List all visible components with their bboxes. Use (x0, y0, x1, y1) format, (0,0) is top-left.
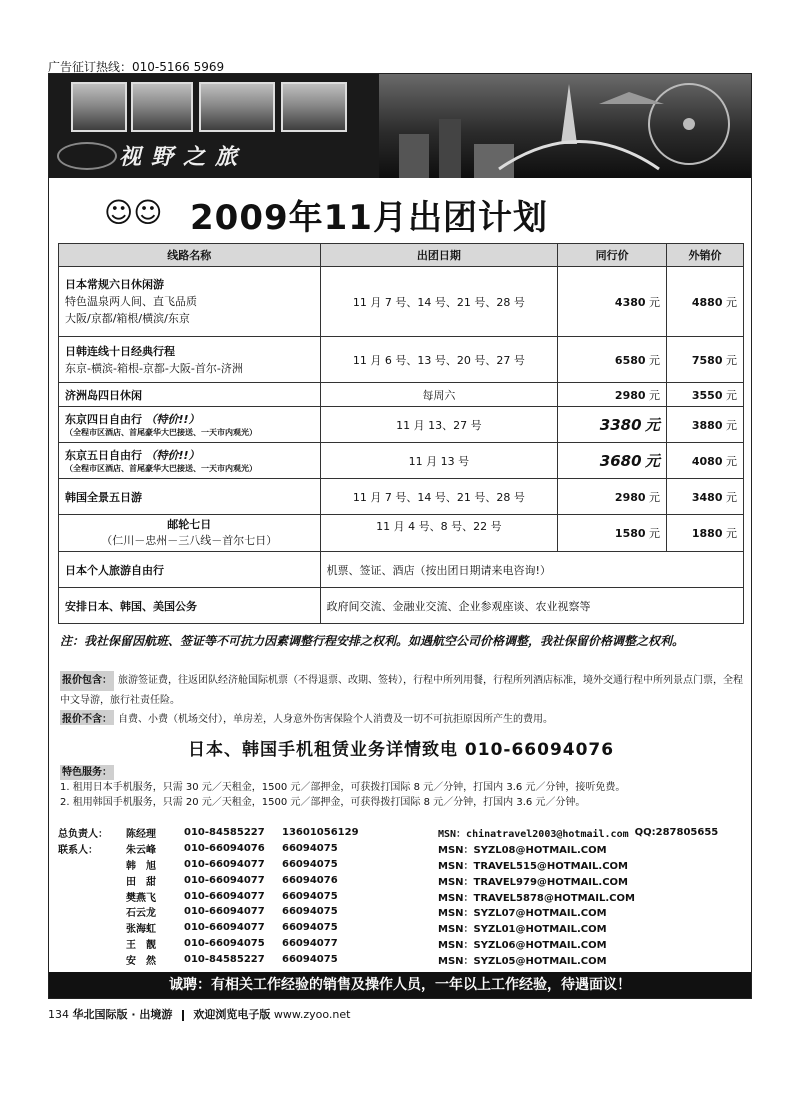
contact-name: 韩 旭 (126, 860, 156, 872)
table-row (59, 267, 744, 337)
table-row (59, 443, 744, 479)
browse-text: 欢迎浏览电子版 (193, 1008, 271, 1021)
peer-price-cell: 2980 元 (558, 479, 667, 515)
retail-price-cell: 4080 元 (667, 443, 744, 479)
arch-photo (199, 82, 275, 132)
table-row (59, 383, 744, 407)
route-name: 济洲岛四日休闲 (59, 383, 321, 407)
route-desc: 特色温泉两人间、直飞品质 (65, 295, 197, 308)
contact-tel: 010-66094075 (184, 937, 265, 949)
contact-msn: MSN：SYZL08@HOTMAIL.COM (438, 845, 607, 857)
contact-tel: 010-66094077 (184, 890, 265, 902)
contact-tel: 010-66094077 (184, 922, 265, 934)
contact-mobile: 66094077 (282, 937, 338, 949)
date-cell: 11 月 13 号 (320, 443, 558, 479)
header-retail-price: 外销价 (667, 244, 744, 267)
date-cell: 每周六 (320, 383, 558, 407)
contact-mobile: 66094075 (282, 906, 338, 918)
header-route: 线路名称 (59, 244, 321, 267)
gate-photo (281, 82, 347, 132)
brand-logo: 视野之旅 (119, 144, 248, 170)
publication-name: 华北国际版 · 出境游 (72, 1008, 173, 1021)
special-offer-tag: （特价!!） (145, 413, 200, 426)
contact-tel: 010-66094077 (184, 906, 265, 918)
date-cell: 11 月 6 号、13 号、20 号、27 号 (320, 337, 558, 383)
contact-row (58, 951, 724, 967)
contact-row (58, 872, 724, 888)
table-row (59, 479, 744, 515)
contact-row (58, 888, 724, 904)
table-row (59, 515, 744, 552)
header-peer-price: 同行价 (558, 244, 667, 267)
contact-row (58, 920, 724, 936)
services-label: 特色服务： (62, 767, 112, 778)
phone-rental-heading: 日本、韩国手机租赁业务详情致电 010-66094076 (188, 740, 615, 760)
contact-mobile: 66094075 (282, 922, 338, 934)
windmill-photo (71, 82, 127, 132)
peer-price-cell: 3380 元 (558, 407, 667, 443)
peer-price-cell: 4380 元 (558, 267, 667, 337)
contact-tel: 010-84585227 (184, 953, 265, 965)
peer-price-cell: 3680 元 (558, 443, 667, 479)
contact-name: 樊燕飞 (126, 892, 156, 904)
retail-price-cell: 3550 元 (667, 383, 744, 407)
route-cell (59, 515, 321, 552)
route-cell (59, 267, 321, 337)
peer-price-cell: 2980 元 (558, 383, 667, 407)
price-included (60, 671, 750, 711)
contact-mobile: 66094075 (282, 890, 338, 902)
logo-globe-icon (57, 142, 117, 170)
contact-tel: 010-84585227 (184, 827, 265, 839)
route-subnote: （全程市区酒店、首尾豪华大巴接送、一天市内观光） (65, 464, 257, 473)
special-offer-tag: （特价!!） (145, 449, 200, 462)
contact-msn: MSN：chinatravel2003@hotmail.com (438, 829, 629, 841)
contact-name: 石云龙 (126, 908, 156, 920)
page-footer (48, 1006, 350, 1022)
tour-plan-table (58, 243, 744, 624)
contact-msn: MSN：TRAVEL5878@HOTMAIL.COM (438, 892, 635, 904)
contact-row (58, 904, 724, 920)
contact-tel: 010-66094076 (184, 843, 265, 855)
contact-list (58, 825, 724, 967)
route-name: 日本个人旅游自由行 (59, 552, 321, 588)
table-header-row (59, 244, 744, 267)
contact-mobile: 13601056129 (282, 827, 359, 839)
special-services (60, 765, 625, 810)
route-name: 安排日本、韩国、美国公务 (59, 588, 321, 624)
price-excluded (60, 710, 750, 725)
included-text: 旅游签证费，往返团队经济舱国际机票（不得退票、改期、签转），行程中所列用餐，行程所列酒店标准，境外交通行程中所列景点门票，全程中文导游，旅行社责任险。 (60, 675, 743, 706)
route-name: 日韩连线十日经典行程 (65, 344, 175, 358)
excluded-label: 报价不含： (60, 710, 114, 725)
route-cell (59, 407, 321, 443)
route-cell (59, 337, 321, 383)
peer-price-cell: 1580 元 (558, 515, 667, 552)
contact-label: 联系人： (58, 845, 98, 857)
contact-row (58, 857, 724, 873)
page-number: 134 (48, 1008, 69, 1021)
mascot-icon: ☺☺ (104, 196, 163, 229)
contact-msn: MSN：TRAVEL515@HOTMAIL.COM (438, 860, 628, 872)
route-subnote: （全程市区酒店、首尾豪华大巴接送、一天市内观光） (65, 428, 257, 437)
contact-msn: MSN：TRAVEL979@HOTMAIL.COM (438, 876, 628, 888)
header-date: 出团日期 (320, 244, 558, 267)
contact-msn: MSN：SYZL07@HOTMAIL.COM (438, 908, 607, 920)
city-skyline-photo (379, 74, 751, 178)
contact-row (58, 841, 724, 857)
contact-name: 王 靓 (126, 939, 156, 951)
contact-row (58, 936, 724, 952)
included-label: 报价包含： (60, 671, 114, 691)
website-url[interactable]: www.zyoo.net (273, 1008, 351, 1021)
route-desc: 大阪/京都/箱根/横滨/东京 (65, 312, 190, 325)
retail-price-cell: 3480 元 (667, 479, 744, 515)
banner (49, 74, 751, 178)
skyline-icon (379, 74, 751, 178)
contact-name: 田 甜 (126, 876, 156, 888)
contact-name: 朱云峰 (126, 845, 156, 857)
excluded-text: 自费、小费（机场交付），单房差，人身意外伤害保险个人消费及一切不可抗拒原因所产生的费用。 (118, 714, 553, 725)
contact-name: 安 然 (126, 955, 156, 967)
route-name: 日本常规六日休闲游 (65, 278, 164, 291)
tower-photo (131, 82, 193, 132)
contact-msn: MSN：SYZL06@HOTMAIL.COM (438, 939, 607, 951)
service-item: 1. 租用日本手机服务，只需 30 元／天租金，1500 元／部押金，可获拨打国际 8 元／分钟，打国内 3.6 元／分钟，接听免费。 (60, 782, 626, 793)
date-cell: 11 月 7 号、14 号、21 号、28 号 (320, 479, 558, 515)
table-row (59, 552, 744, 588)
contact-row (58, 825, 724, 841)
route-desc: （仁川－忠州－三八线－首尔七日） (101, 534, 278, 547)
table-row (59, 588, 744, 624)
footer-divider (182, 1010, 184, 1021)
contact-mobile: 66094075 (282, 953, 338, 965)
route-cell (59, 443, 321, 479)
contact-msn: MSN：SYZL01@HOTMAIL.COM (438, 924, 607, 936)
contact-name: 陈经理 (126, 829, 156, 841)
route-name: 韩国全景五日游 (59, 479, 321, 515)
contact-mobile: 66094075 (282, 858, 338, 870)
contact-mobile: 66094075 (282, 843, 338, 855)
page-title: 2009年11月出团计划 (190, 198, 548, 238)
retail-price-cell: 1880 元 (667, 515, 744, 552)
route-desc: 东京-横滨-箱根-京都-大阪-首尔-济洲 (65, 361, 243, 375)
ad-hotline: 广告征订热线：010-5166 5969 (48, 60, 225, 74)
service-item: 2. 租用韩国手机服务，只需 20 元／天租金，1500 元／部押金，可获得拨打国际 8 元／分钟，打国内 3.6 元／分钟。 (60, 797, 586, 808)
route-name: 东京四日自由行 (65, 413, 142, 426)
contact-msn: MSN：SYZL05@HOTMAIL.COM (438, 955, 607, 967)
recruitment-banner: 诚聘：有相关工作经验的销售及操作人员，一年以上工作经验，待遇面议！ (49, 972, 751, 998)
contact-qq: QQ:287805655 (634, 827, 719, 839)
route-name: 东京五日自由行 (65, 449, 142, 462)
contact-tel: 010-66094077 (184, 874, 265, 886)
contact-mobile: 66094076 (282, 874, 338, 886)
manager-label: 总负责人： (58, 829, 108, 841)
disclaimer-note: 注：我社保留因航班、签证等不可抗力因素调整行程安排之权利。如遇航空公司价格调整，我社保留价格调整之权利。 (60, 634, 685, 648)
route-name: 邮轮七日 (167, 518, 212, 531)
retail-price-cell: 4880 元 (667, 267, 744, 337)
date-cell: 11 月 7 号、14 号、21 号、28 号 (320, 267, 558, 337)
date-cell: 11 月 13、27 号 (320, 407, 558, 443)
table-row (59, 407, 744, 443)
peer-price-cell: 6580 元 (558, 337, 667, 383)
info-cell: 机票、签证、酒店（按出团日期请来电咨询!） (320, 552, 743, 588)
info-cell: 政府间交流、金融业交流、企业参观座谈、农业视察等 (320, 588, 743, 624)
table-row (59, 337, 744, 383)
contact-tel: 010-66094077 (184, 858, 265, 870)
retail-price-cell: 3880 元 (667, 407, 744, 443)
retail-price-cell: 7580 元 (667, 337, 744, 383)
date-cell: 11 月 4 号、8 号、22 号 (320, 515, 558, 552)
contact-name: 张海虹 (126, 924, 156, 936)
